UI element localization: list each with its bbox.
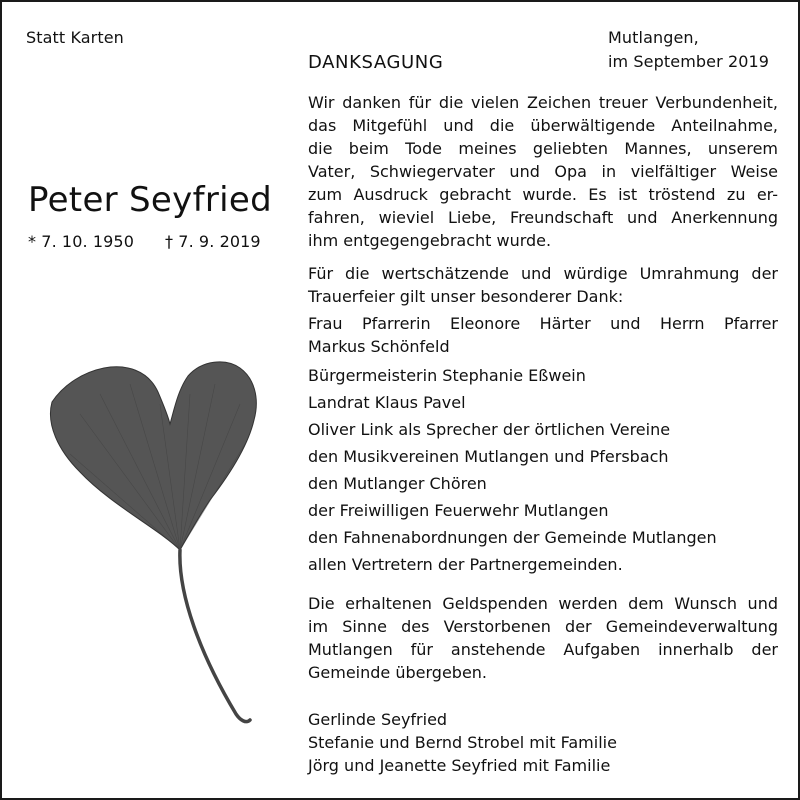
list-item: den Fahnenabordnungen der Gemeinde Mutlangen xyxy=(308,528,717,547)
signature-line: Jörg und Jeanette Seyfried mit Familie xyxy=(308,756,611,775)
list-item: Landrat Klaus Pavel xyxy=(308,393,466,412)
birth-date: * 7. 10. 1950 xyxy=(28,232,134,251)
text-line: Die erhaltenen Geldspenden werden dem Wunsch und xyxy=(308,594,778,613)
statt-karten-label: Statt Karten xyxy=(26,28,124,47)
text-line: fahren, wieviel Liebe, Freundschaft und Anerkennung xyxy=(308,208,778,227)
thanks-list xyxy=(308,312,778,578)
text-line: im Sinne des Verstorbenen der Gemeindeverwaltung xyxy=(308,617,778,636)
text-line: das Mitgefühl und die überwältigende Anteilnahme, xyxy=(308,116,778,135)
list-item: allen Vertretern der Partnergemeinden. xyxy=(308,555,623,574)
death-date: † 7. 9. 2019 xyxy=(165,232,261,251)
text-line: Trauerfeier gilt unser besonderer Dank: xyxy=(308,287,624,306)
list-item: Oliver Link als Sprecher der örtlichen Vereine xyxy=(308,420,671,439)
list-item-line: Markus Schönfeld xyxy=(308,337,450,356)
list-item: den Mutlanger Chören xyxy=(308,474,487,493)
thanks-paragraph-ceremony xyxy=(308,262,778,308)
list-item: Bürgermeisterin Stephanie Eßwein xyxy=(308,366,586,385)
signature-line: Gerlinde Seyfried xyxy=(308,710,448,729)
place-label: Mutlangen, xyxy=(608,28,699,47)
deceased-name: Peter Seyfried xyxy=(28,180,272,220)
text-line: zum Ausdruck gebracht wurde. Es ist tröstend zu er- xyxy=(308,185,778,204)
text-line: Wir danken für die vielen Zeichen treuer Verbundenheit, xyxy=(308,93,778,112)
text-line: die beim Tode meines geliebten Mannes, unserem xyxy=(308,139,778,158)
thanks-paragraph-intro xyxy=(308,91,778,252)
list-item: den Musikvereinen Mutlangen und Pfersbach xyxy=(308,447,669,466)
signature-line: Stefanie und Bernd Strobel mit Familie xyxy=(308,733,617,752)
ginkgo-leaf-icon xyxy=(40,354,270,734)
list-item: der Freiwilligen Feuerwehr Mutlangen xyxy=(308,501,609,520)
page-title: DANKSAGUNG xyxy=(308,52,444,73)
date-label: im September 2019 xyxy=(608,52,770,71)
text-line: Gemeinde übergeben. xyxy=(308,663,488,682)
text-line: Mutlangen für anstehende Aufgaben innerhalb der xyxy=(308,640,778,659)
list-item-line: Frau Pfarrerin Eleonore Härter und Herrn Pfarrer xyxy=(308,314,778,333)
text-line: Für die wertschätzende und würdige Umrahmung der xyxy=(308,264,778,283)
text-line: Vater, Schwiegervater und Opa in vielfältiger Weise xyxy=(308,162,778,181)
signature-block xyxy=(308,708,778,777)
donations-paragraph xyxy=(308,592,778,684)
text-line: ihm entgegengebracht wurde. xyxy=(308,231,552,250)
list-item xyxy=(308,312,778,358)
